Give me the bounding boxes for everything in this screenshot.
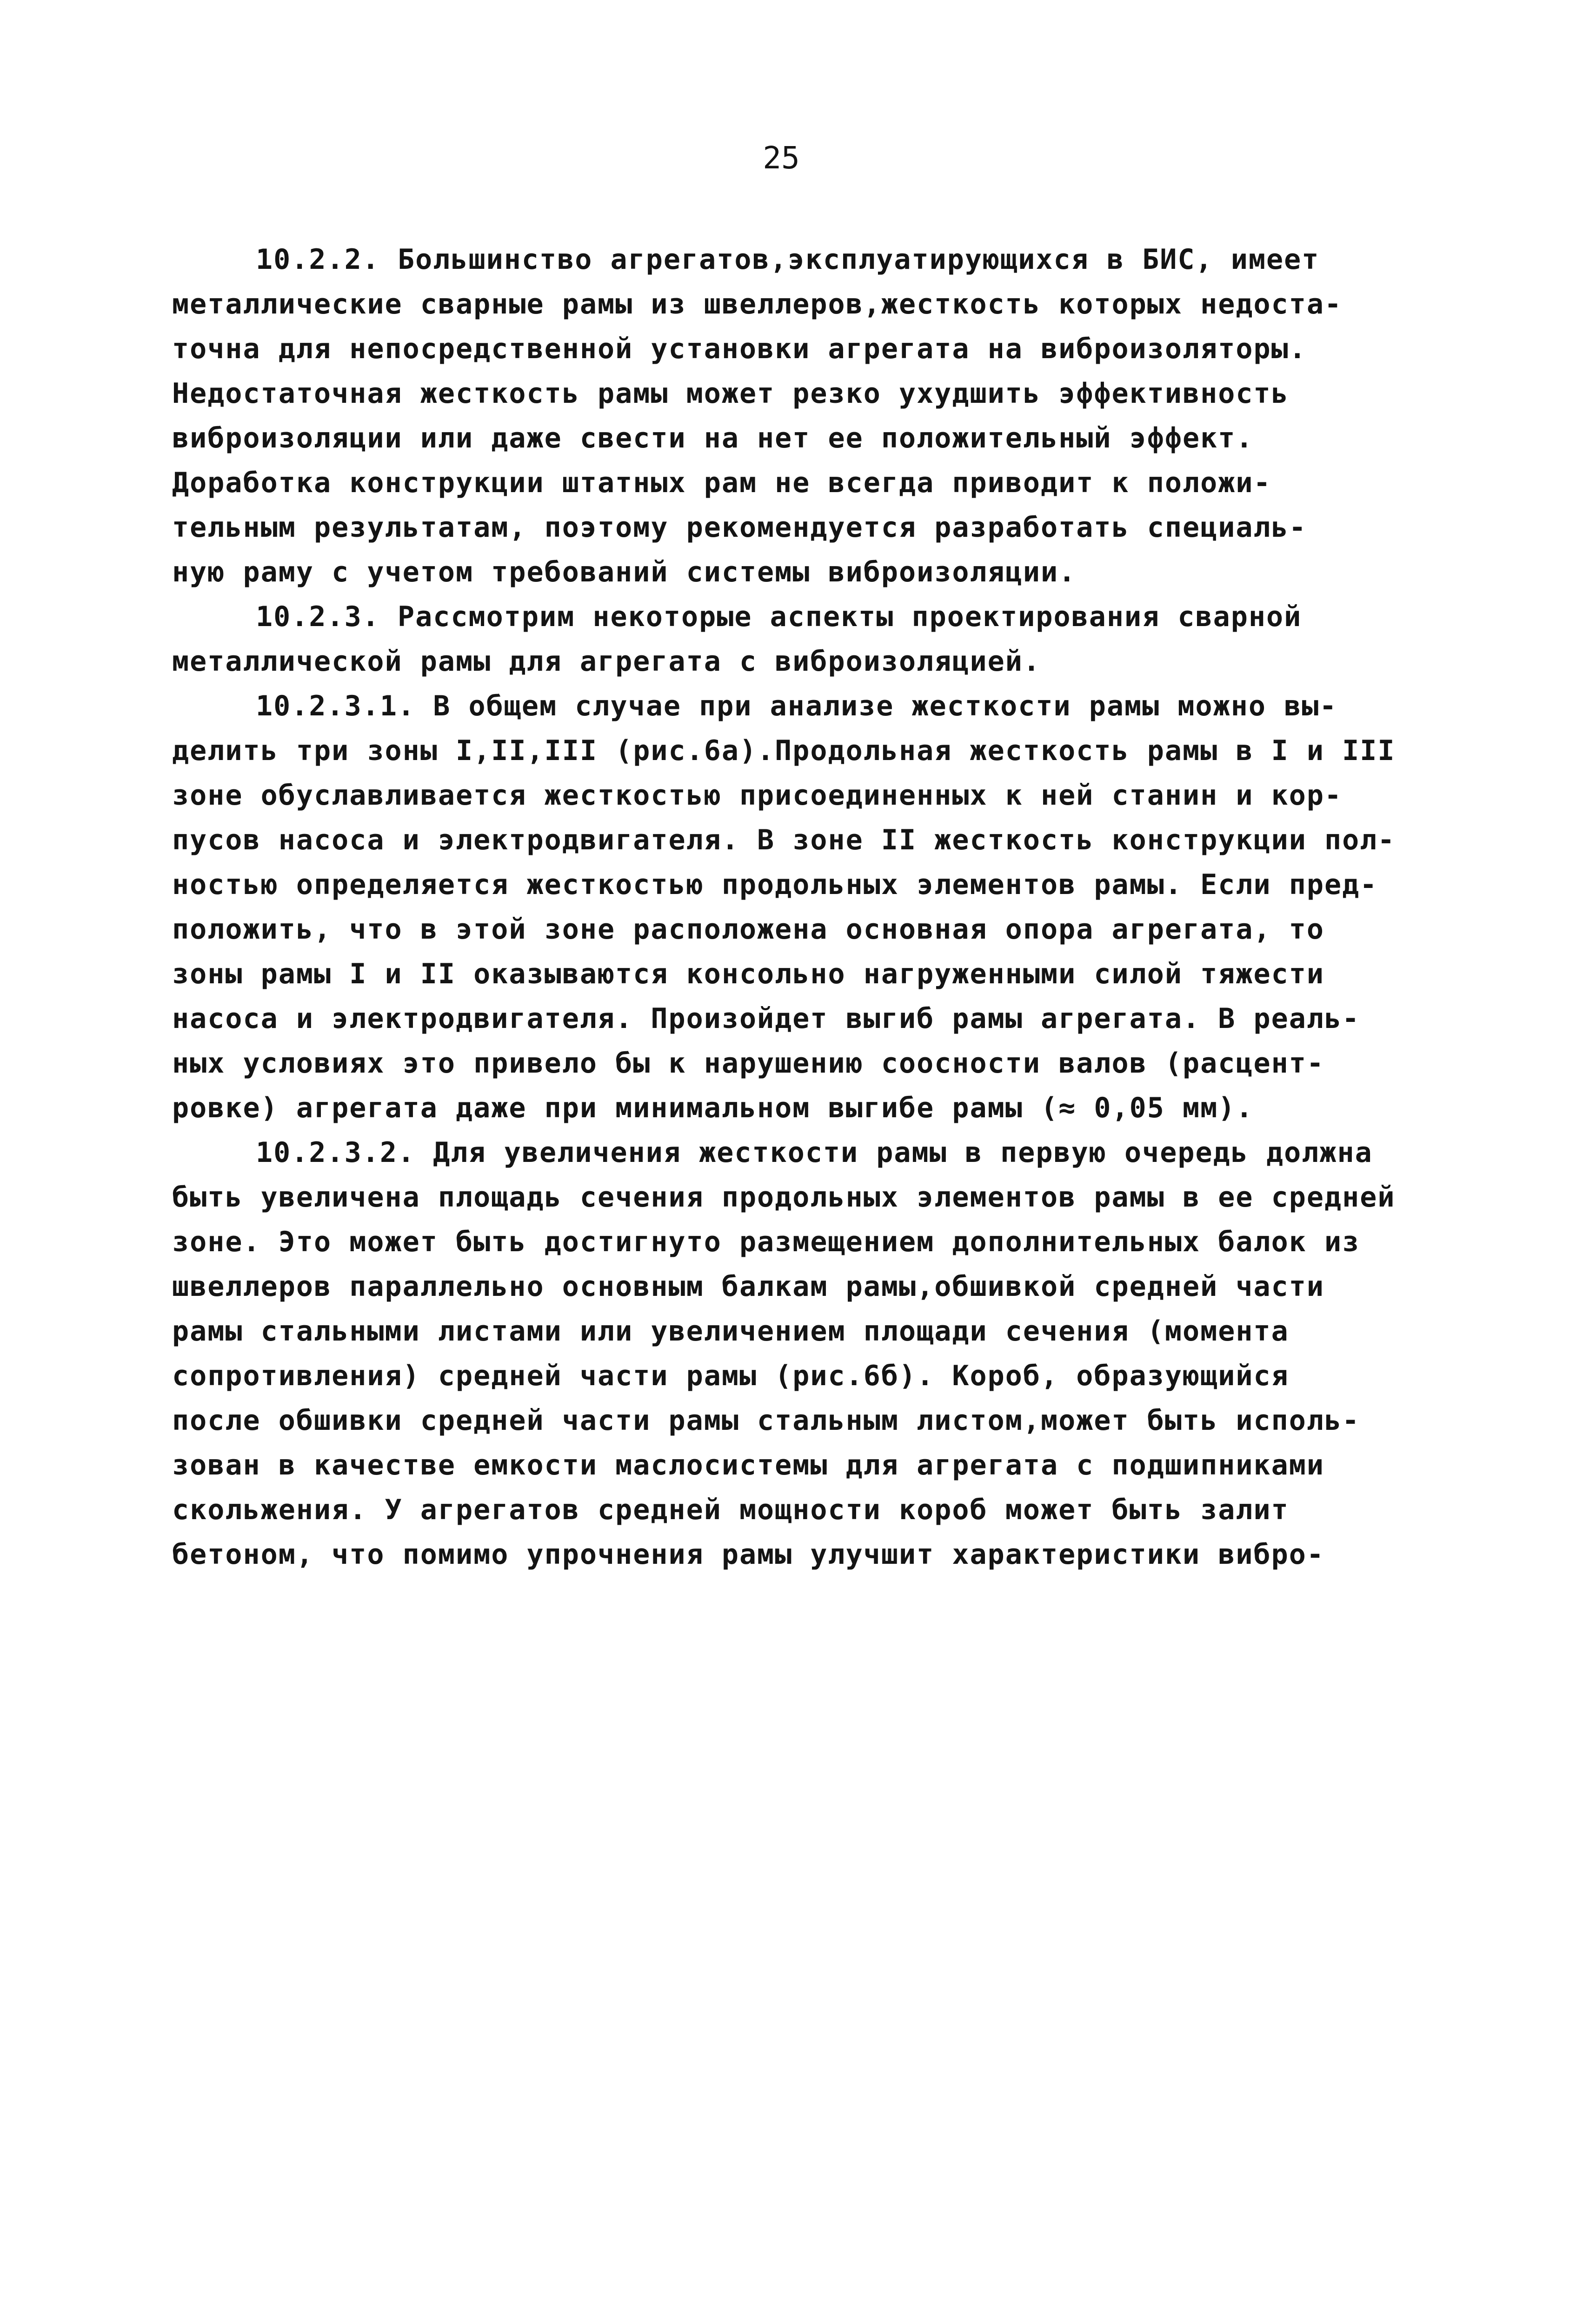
text-line: тельным результатам, поэтому рекомендуется разработать специаль-	[172, 511, 1307, 544]
text-line: положить, что в этой зоне расположена основная опора агрегата, то	[172, 913, 1324, 946]
text-line: металлические сварные рамы из швеллеров,жесткость которых недоста-	[172, 288, 1343, 320]
text-line: быть увеличена площадь сечения продольных элементов рамы в ее средней	[172, 1181, 1396, 1214]
paragraph-10-2-2-line: 10.2.2. Большинство агрегатов,эксплуатирующихся в БИС, имеет	[256, 243, 1320, 276]
text-line: делить три зоны I,II,III (рис.6а).Продольная жесткость рамы в I и III	[172, 734, 1396, 767]
text-line: после обшивки средней части рамы стальным листом,может быть исполь-	[172, 1404, 1360, 1437]
body-text	[172, 237, 1428, 1577]
text-line: рамы стальными листами или увеличением площади сечения (момента	[172, 1315, 1289, 1348]
text-line: насоса и электродвигателя. Произойдет выгиб рамы агрегата. В реаль-	[172, 1002, 1360, 1035]
text-line: Недостаточная жесткость рамы может резко ухудшить эффективность	[172, 377, 1289, 410]
text-line: пусов насоса и электродвигателя. В зоне II жесткость конструкции пол-	[172, 824, 1396, 856]
text-line: швеллеров параллельно основным балкам рамы,обшивкой средней части	[172, 1270, 1324, 1303]
text-line: зоны рамы I и II оказываются консольно нагруженными силой тяжести	[172, 958, 1324, 990]
text-line: ровке) агрегата даже при минимальном выгибе рамы (≈ 0,05 мм).	[172, 1092, 1254, 1124]
text-line: ных условиях это привело бы к нарушению соосности валов (расцент-	[172, 1047, 1324, 1080]
text-line: бетоном, что помимо упрочнения рамы улучшит характеристики вибро-	[172, 1538, 1324, 1571]
page-number: 25	[763, 140, 800, 176]
text-line: точна для непосредственной установки агрегата на виброизоляторы.	[172, 333, 1307, 365]
text-line: виброизоляции или даже свести на нет ее положительный эффект.	[172, 422, 1254, 454]
text-line: сопротивления) средней части рамы (рис.6б). Короб, образующийся	[172, 1360, 1289, 1392]
text-line: зоне обуславливается жесткостью присоединенных к ней станин и кор-	[172, 779, 1343, 812]
paragraph-10-2-3-1-line: 10.2.3.1. В общем случае при анализе жесткости рамы можно вы-	[256, 690, 1337, 722]
paragraph-10-2-3-line: 10.2.3. Рассмотрим некоторые аспекты проектирования сварной	[256, 600, 1302, 633]
paragraph-10-2-3-2-line: 10.2.3.2. Для увеличения жесткости рамы в первую очередь должна	[256, 1136, 1373, 1169]
text-line: Доработка конструкции штатных рам не всегда приводит к положи-	[172, 467, 1271, 499]
text-line: зован в качестве емкости маслосистемы для агрегата с подшипниками	[172, 1449, 1324, 1481]
text-line: зоне. Это может быть достигнуто размещением дополнительных балок из	[172, 1226, 1360, 1258]
text-line: ную раму с учетом требований системы виброизоляции.	[172, 556, 1077, 588]
text-line: металлической рамы для агрегата с виброизоляцией.	[172, 645, 1041, 678]
text-line: ностью определяется жесткостью продольных элементов рамы. Если пред-	[172, 868, 1378, 901]
text-line: скольжения. У агрегатов средней мощности короб может быть залит	[172, 1494, 1289, 1526]
